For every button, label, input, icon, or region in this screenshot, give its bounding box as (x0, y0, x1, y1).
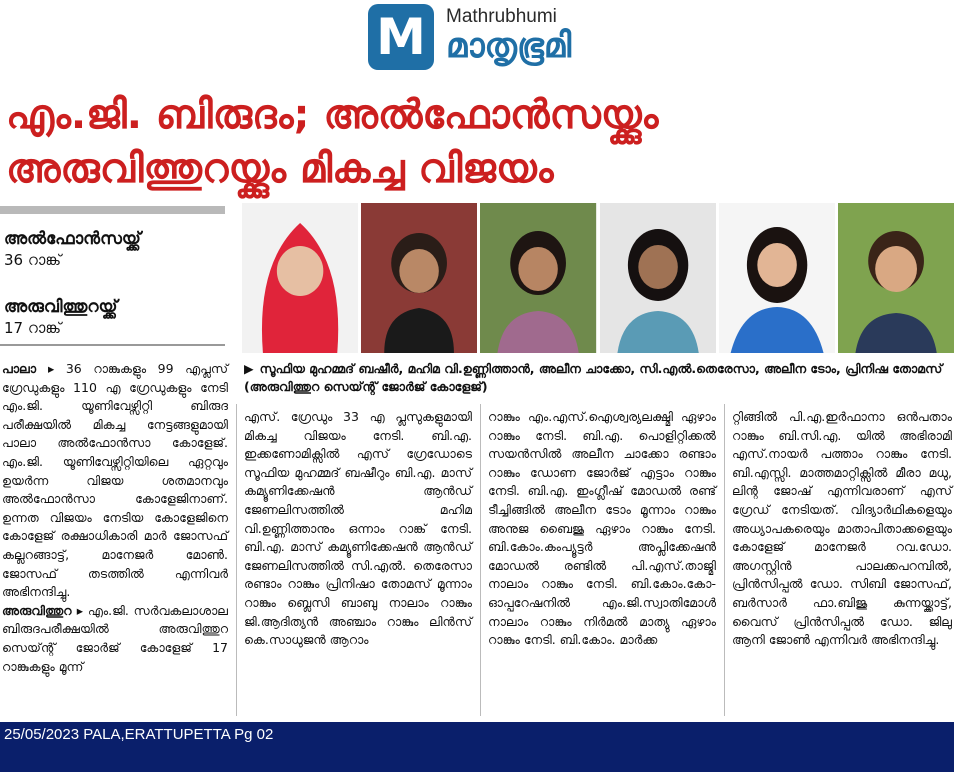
student-photo-5 (719, 203, 835, 353)
subhead-alphonsa (4, 228, 226, 270)
subhead-note: 17 റാങ്ക് (4, 319, 62, 337)
logo-name-english: Mathrubhumi (446, 6, 557, 27)
logo-letter: M (376, 8, 426, 66)
column-divider (480, 404, 481, 716)
headline-line-2: അരുവിത്തുറയ്ക്കും മികച്ച വിജയം (6, 146, 554, 192)
mathrubhumi-logo-icon (368, 4, 434, 70)
student-photo-1 (242, 203, 358, 353)
article-column-1 (2, 360, 228, 676)
headline-line-1: എം.ജി. ബിരുദം; അൽഫോൻസയ്ക്കും (6, 92, 659, 138)
article-column-2: എസ്. ഗ്രേഡും 33 എ പ്ലസുകളുമായി മികച്ച വിജയം നേടി. ബി.എ. ഇക്കണോമിക്സിൽ എസ് ഗ്രേഡോടെ സൂഫിയ മുഹമ്മദ് ബഷീറും ബി.എ. മാസ് കമ്യൂണിക്കേഷൻ ആൻഡ് ജേണലിസത്തിൽ മഹിമ വി.ഉണ്ണിത്താനും ഒന്നാം റാങ്ക് നേടി. ബി.എ. മാസ് കമ്യൂണിക്കേഷൻ ആൻഡ് ജേണലിസത്തിൽ സി.എൽ. തെരേസാ രണ്ടാം റാങ്കും പ്രിനിഷാ തോമസ് മൂന്നാം റാങ്കും ബ്ലെസി ബാബു നാലാം റാങ്കും ജി.ആദിത്യൻ അഞ്ചാം റാങ്കും ലിൻസ് കെ.സാധുജൻ ആറാം (244, 409, 472, 648)
student-photo-2 (361, 203, 477, 353)
photo-caption (244, 360, 950, 396)
subhead-aruvithura (4, 296, 226, 338)
column-divider (724, 404, 725, 716)
photo-caption-text: സൂഫിയ മുഹമ്മദ് ബഷീർ, മഹിമ വി.ഉണ്ണിത്താൻ, അലീന ചാക്കോ, സി.എൽ.തെരേസാ, അലീന ടോം, പ്രിനിഷ തോമസ് (അരുവിത്തുറ സെയ്ന്റ് ജോർജ് കോളേജ്) (244, 361, 943, 394)
side-divider (0, 206, 225, 214)
footer-bar (0, 722, 954, 772)
column-1-text-a: 36 റാങ്കുകളും 99 എപ്ലസ് ഗ്രേഡുകളും 110 എ ഗ്രേഡുകളും നേടി എം.ജി. യൂണിവേഴ്സിറ്റി ബിരുദ പരീക്ഷയിൽ മികച്ച നേട്ടങ്ങളുമായി പാലാ അൽഫോൻസാ കോളേജ്. എം.ജി. യൂണിവേഴ്സിറ്റിയിലെ ഏറ്റവും ഉയർന്ന വിജയ ശതമാനവും അൽഫോൻസാ കോളേജിനാണ്. ഉന്നത വിജയം നേടിയ കോളേജിനെ കോളേജ് രക്ഷാധികാരി മാർ ജോസഫ് കല്ലറങ്ങാട്ട്, മാനേജർ മോൺ. ജോസഫ് തടത്തിൽ എന്നിവർ അഭിനന്ദിച്ചു. (2, 361, 228, 600)
article-column-4: റ്റിങ്ങിൽ പി.എ.ഇർഫാനാ ഒൻപതാം റാങ്കും ബി.സി.എ. യിൽ അഭിരാമി എസ്.നായർ പത്താം റാങ്കും നേടി. ബി.എസ്സി. മാത്തമാറ്റിക്സിൽ മീരാ മധു, ലിന്റ ജോഷ് എന്നിവരാണ് എസ് ഗ്രേഡ് നേടിയത്. വിദ്യാർഥികളെയും അധ്യാപകരെയും മാതാപിതാക്കളെയും കോളേജ് മാനേജർ റവ.ഡോ. അഗസ്റ്റിൻ പാലക്കപറമ്പിൽ, പ്രിൻസിപ്പൽ ഡോ. സിബി ജോസഫ്, ബർസാർ ഫാ.ബിജു കുന്നയ്ക്കാട്ട്, വൈസ് പ്രിൻസിപ്പൽ ഡോ. ജിലു ആനി ജോൺ എന്നിവർ അഭിനന്ദിച്ചു. (732, 409, 952, 648)
logo-name-malayalam: മാതൃഭൂമി (446, 26, 572, 66)
student-photo-3 (480, 203, 596, 353)
subhead-note: 36 റാങ്ക് (4, 251, 62, 269)
subhead-key: അൽഫോൻസയ്ക്ക് (4, 229, 141, 249)
article-column-3: റാങ്കും എം.എസ്.ഐശ്വര്യലക്ഷ്മി ഏഴാം റാങ്കും നേടി. ബി.എ. പൊളിറ്റിക്കൽ സയൻസിൽ അലീന ചാക്കോ രണ്ടാം റാങ്കും ഡോണ ജോർജ് എട്ടാം റാങ്കും നേടി. ബി.എ. ഇംഗ്ലീഷ് മോഡൽ രണ്ട് ടീച്ചിങ്ങിൽ അലീന ടോം മൂന്നാം റാങ്കും അനുജ ബൈജു ഏഴാം റാങ്കും നേടി. ബി.കോം.കംപ്യൂട്ടർ അപ്ലിക്കേഷൻ മോഡൽ രണ്ടിൽ പി.എസ്.താജ്മി നാലാം റാങ്കും നേടി. ബി.കോം.കോ-ഓപ്പറേഷനിൽ എം.ജി.സ്വാതിമോൾ നാലാം റാങ്കും നിർമൽ മാത്യു ഏഴാം റാങ്കും നേടി. ബി.കോം. മാർക്ക (488, 409, 716, 648)
side-divider-thin (0, 344, 225, 346)
student-photo-6 (838, 203, 954, 353)
headline (6, 88, 946, 196)
column-1-text-b: എം.ജി. സർവകലാശാല ബിരുദപരീക്ഷയിൽ അരുവിത്തുറ സെയ്ന്റ് ജോർജ് കോളേജ് 17 റാങ്കുകളും മൂന്ന് (2, 602, 228, 674)
column-divider (236, 404, 237, 716)
dateline-aruvithura: അരുവിത്തുറ ▸ (2, 602, 84, 618)
masthead (0, 0, 954, 82)
student-photos (242, 203, 954, 353)
footer-edition-info: 25/05/2023 PALA,ERATTUPETTA Pg 02 (4, 726, 274, 743)
caption-arrow-icon: ▶ (244, 361, 254, 376)
dateline-pala: പാലാ ▸ (2, 361, 55, 376)
student-photo-4 (600, 203, 716, 353)
subhead-key: അരുവിത്തുറയ്ക്ക് (4, 297, 118, 317)
